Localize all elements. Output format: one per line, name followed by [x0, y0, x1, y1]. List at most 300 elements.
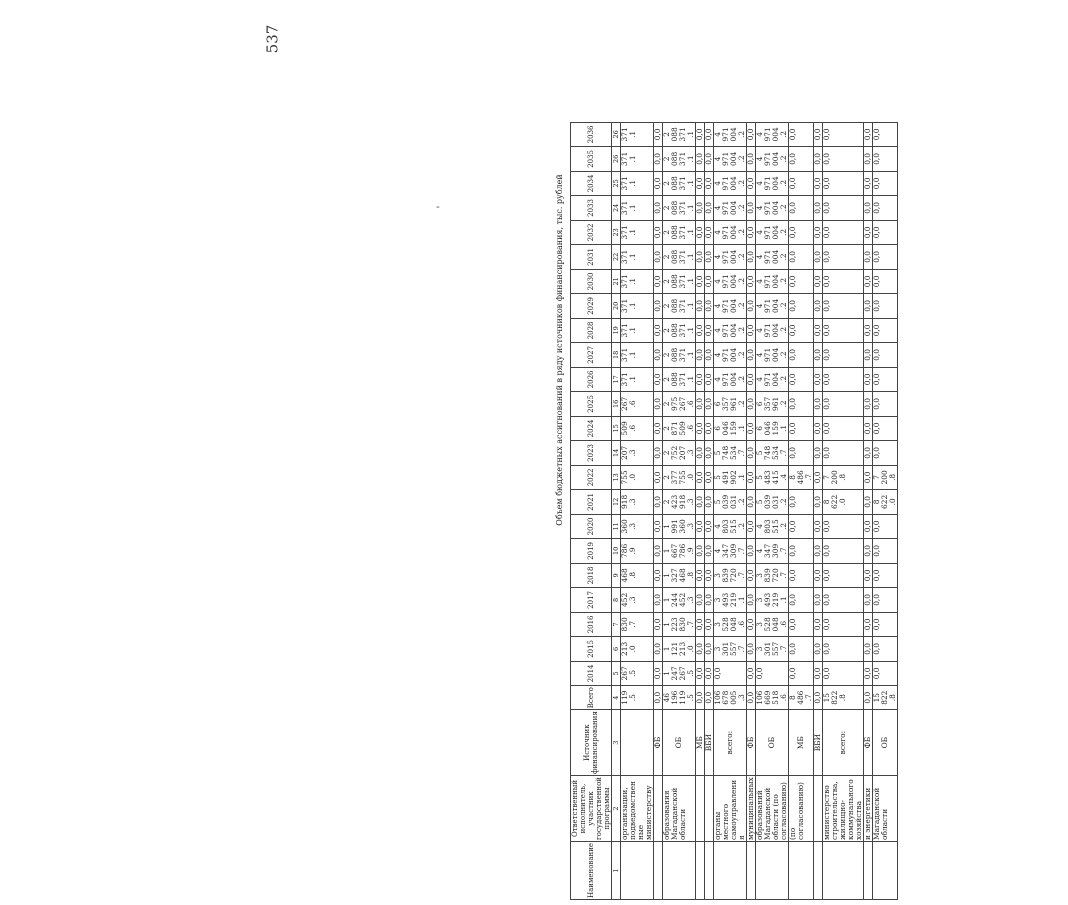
- row-value: 0,0: [814, 637, 823, 662]
- row-value: 0,0: [654, 196, 663, 221]
- row-value: 0,0: [873, 661, 898, 686]
- row-value: 0,0: [864, 416, 873, 441]
- row-value: 0,0: [873, 588, 898, 613]
- row-value: 371 .1: [621, 147, 654, 172]
- row-value: 0,0: [864, 196, 873, 221]
- row-value: 2 088 371 .1: [663, 318, 696, 343]
- row-value: 0,0: [654, 465, 663, 490]
- table-row: [705, 122, 714, 899]
- row-value: 0,0: [823, 294, 864, 319]
- row-value: 918 .3: [621, 490, 654, 515]
- row-value: 0,0: [705, 563, 714, 588]
- row-value: 0,0: [873, 539, 898, 564]
- table-row: [747, 122, 756, 899]
- column-number: 11: [612, 514, 621, 539]
- row-value: 5 483 415 .4: [756, 465, 789, 490]
- row-value: 4 971 004 .2: [756, 269, 789, 294]
- row-value: 371 .1: [621, 343, 654, 368]
- row-value: 0,0: [705, 514, 714, 539]
- row-value: 7 200 .8: [873, 465, 898, 490]
- row-value: 8 622 .0: [823, 490, 864, 515]
- row-value: 0,0: [873, 245, 898, 270]
- row-value: 2 088 371 .1: [663, 367, 696, 392]
- row-value: 0,0: [789, 294, 814, 319]
- row-value: 0,0: [654, 147, 663, 172]
- column-number: 9: [612, 563, 621, 588]
- column-number: 25: [612, 171, 621, 196]
- row-value: 0,0: [864, 661, 873, 686]
- row-value: 0,0: [714, 661, 747, 686]
- row-value: 1 121 213 .0: [663, 637, 696, 662]
- row-name: [705, 842, 714, 900]
- row-source: ФБ: [864, 710, 873, 776]
- row-value: 0,0: [789, 661, 814, 686]
- row-value: 0,0: [823, 612, 864, 637]
- row-source: ФБ: [747, 710, 756, 776]
- row-value: 0,0: [696, 416, 705, 441]
- column-number: 1: [612, 842, 621, 900]
- row-value: 0,0: [864, 122, 873, 147]
- row-name: [864, 842, 873, 900]
- row-value: 0,0: [814, 416, 823, 441]
- row-value: 0,0: [823, 318, 864, 343]
- row-value: 2 088 371 .1: [663, 196, 696, 221]
- row-value: 0,0: [705, 245, 714, 270]
- row-value: 15 822 .8: [823, 686, 864, 710]
- row-value: 2 088 371 .1: [663, 269, 696, 294]
- row-value: 4 971 004 .2: [756, 294, 789, 319]
- column-number: 7: [612, 612, 621, 637]
- row-value: 0,0: [705, 122, 714, 147]
- row-value: 0,0: [705, 465, 714, 490]
- row-source: ОБ: [756, 710, 789, 776]
- row-value: 0,0: [696, 612, 705, 637]
- header-year: 2018: [571, 563, 612, 588]
- row-value: 0,0: [747, 465, 756, 490]
- header-year: 2022: [571, 465, 612, 490]
- row-name: [756, 842, 789, 900]
- row-value: 468 .8: [621, 563, 654, 588]
- row-value: 0,0: [705, 294, 714, 319]
- row-value: 0,0: [864, 490, 873, 515]
- row-value: 0,0: [696, 539, 705, 564]
- row-name: [663, 842, 696, 900]
- row-value: 0,0: [789, 318, 814, 343]
- column-number: 18: [612, 343, 621, 368]
- row-value: 0,0: [654, 220, 663, 245]
- row-value: 0,0: [823, 343, 864, 368]
- row-value: 0,0: [705, 318, 714, 343]
- row-value: 2 871 509 .6: [663, 416, 696, 441]
- row-value: 4 971 004 .2: [756, 343, 789, 368]
- row-value: 0,0: [705, 343, 714, 368]
- row-value: 6 357 961 .2: [714, 392, 747, 417]
- row-value: 0,0: [705, 171, 714, 196]
- row-value: 0,0: [873, 318, 898, 343]
- row-value: 0,0: [789, 220, 814, 245]
- row-value: 3 301 557 .7: [756, 637, 789, 662]
- header-year: 2023: [571, 441, 612, 466]
- row-value: 0,0: [747, 220, 756, 245]
- row-value: 4 971 004 .2: [714, 196, 747, 221]
- row-source: ВБИ: [814, 710, 823, 776]
- column-number: 20: [612, 294, 621, 319]
- row-value: 0,0: [873, 294, 898, 319]
- row-value: 119 .5: [621, 686, 654, 710]
- row-value: 0,0: [705, 416, 714, 441]
- header-year: 2028: [571, 318, 612, 343]
- row-value: 0,0: [696, 588, 705, 613]
- header-year: 2020: [571, 514, 612, 539]
- row-value: 3 839 720 .7: [756, 563, 789, 588]
- row-executor: органы местного самоуправления: [714, 776, 747, 842]
- row-value: 371 .1: [621, 220, 654, 245]
- row-value: 0,0: [864, 588, 873, 613]
- row-name: [814, 842, 823, 900]
- row-value: 0,0: [814, 392, 823, 417]
- row-value: 0,0: [823, 637, 864, 662]
- row-value: 3 528 048 .6: [756, 612, 789, 637]
- row-value: 0,0: [747, 318, 756, 343]
- row-value: 4 971 004 .2: [714, 294, 747, 319]
- row-value: 0,0: [747, 661, 756, 686]
- row-name: [654, 842, 663, 900]
- row-value: 0,0: [654, 245, 663, 270]
- row-value: 0,0: [873, 637, 898, 662]
- row-value: 371 .1: [621, 245, 654, 270]
- row-value: 4 803 515 .2: [756, 514, 789, 539]
- row-value: 2 377 755 .0: [663, 465, 696, 490]
- row-value: 0,0: [823, 220, 864, 245]
- row-value: 0,0: [864, 245, 873, 270]
- row-name: [873, 842, 898, 900]
- row-value: 4 347 309 .7: [756, 539, 789, 564]
- row-executor: министерство строительства, жилищно-коммунального хозяйства: [823, 776, 864, 842]
- row-value: 0,0: [789, 612, 814, 637]
- row-value: 0,0: [823, 661, 864, 686]
- header-year: 2019: [571, 539, 612, 564]
- row-value: 0,0: [814, 686, 823, 710]
- table-row: [714, 122, 747, 899]
- row-value: 0,0: [654, 686, 663, 710]
- row-value: 0,0: [864, 612, 873, 637]
- row-value: 0,0: [705, 637, 714, 662]
- row-value: 0,0: [696, 220, 705, 245]
- row-value: 0,0: [705, 196, 714, 221]
- header-source: Источник финансирования: [571, 710, 612, 776]
- row-value: 0,0: [864, 220, 873, 245]
- column-number: 23: [612, 220, 621, 245]
- row-value: 0,0: [705, 392, 714, 417]
- row-value: 0,0: [654, 392, 663, 417]
- row-value: 0,0: [654, 343, 663, 368]
- row-value: 3 301 557 .7: [714, 637, 747, 662]
- row-value: 0,0: [747, 539, 756, 564]
- row-value: 0,0: [747, 490, 756, 515]
- row-value: 0,0: [789, 563, 814, 588]
- row-value: 0,0: [654, 637, 663, 662]
- row-executor: [696, 776, 705, 842]
- row-value: 0,0: [789, 637, 814, 662]
- column-number: 19: [612, 318, 621, 343]
- row-value: 0,0: [864, 269, 873, 294]
- row-value: 106 669 518 .6: [756, 686, 789, 710]
- row-value: 5 039 031 .2: [756, 490, 789, 515]
- row-value: 4 971 004 .2: [714, 147, 747, 172]
- row-value: 4 971 004 .2: [756, 147, 789, 172]
- row-value: 0,0: [864, 686, 873, 710]
- row-value: 0,0: [864, 367, 873, 392]
- row-value: 0,0: [696, 367, 705, 392]
- table-header-row: [571, 122, 612, 899]
- row-value: 0,0: [696, 318, 705, 343]
- row-value: 0,0: [823, 539, 864, 564]
- row-value: 0,0: [789, 367, 814, 392]
- table-row: [663, 122, 696, 899]
- row-value: 0,0: [864, 318, 873, 343]
- row-value: 4 971 004 .2: [714, 269, 747, 294]
- funding-header: Объем бюджетных ассигнований в ряду источников финансирования, тыс. рублей: [554, 174, 564, 526]
- row-source: МБ: [696, 710, 705, 776]
- row-value: 0,0: [814, 147, 823, 172]
- row-value: 4 971 004 .2: [714, 171, 747, 196]
- table-row: [621, 122, 654, 899]
- column-number: 26: [612, 147, 621, 172]
- row-value: 0,0: [696, 343, 705, 368]
- row-value: 0,0: [814, 612, 823, 637]
- row-value: 0,0: [864, 343, 873, 368]
- row-value: 4 971 004 .2: [714, 343, 747, 368]
- column-number: 6: [612, 637, 621, 662]
- row-value: 0,0: [747, 171, 756, 196]
- row-value: 371 .1: [621, 122, 654, 147]
- row-source: всего:: [714, 710, 747, 776]
- row-value: 371 .1: [621, 196, 654, 221]
- row-value: 0,0: [789, 269, 814, 294]
- table-row: [756, 122, 789, 899]
- row-value: 0,0: [654, 318, 663, 343]
- row-value: 0,0: [654, 122, 663, 147]
- row-value: 4 971 004 .2: [756, 171, 789, 196]
- column-number: 3: [612, 710, 621, 776]
- row-value: 830 .7: [621, 612, 654, 637]
- row-value: 0,0: [864, 637, 873, 662]
- row-value: 0,0: [823, 196, 864, 221]
- column-number: 26: [612, 122, 621, 147]
- row-value: 0,0: [654, 441, 663, 466]
- row-value: 0,0: [814, 171, 823, 196]
- row-source: ОБ: [663, 710, 696, 776]
- row-value: 0,0: [705, 588, 714, 613]
- row-value: 8 486 .7: [789, 465, 814, 490]
- row-value: 0,0: [873, 367, 898, 392]
- row-value: 0,0: [823, 416, 864, 441]
- row-value: 0,0: [654, 563, 663, 588]
- row-value: 0,0: [873, 612, 898, 637]
- row-value: 8 622 .0: [873, 490, 898, 515]
- row-name: [747, 842, 756, 900]
- row-value: 0,0: [789, 514, 814, 539]
- row-source: [621, 710, 654, 776]
- row-value: 2 752 207 .3: [663, 441, 696, 466]
- column-number: 5: [612, 661, 621, 686]
- row-value: 371 .1: [621, 318, 654, 343]
- header-year: 2035: [571, 147, 612, 172]
- row-value: 0,0: [747, 196, 756, 221]
- row-value: 3 493 219 .1: [714, 588, 747, 613]
- column-number: 14: [612, 441, 621, 466]
- row-value: 0,0: [864, 465, 873, 490]
- table-row: [814, 122, 823, 899]
- row-value: 0,0: [747, 392, 756, 417]
- row-value: 786 .9: [621, 539, 654, 564]
- column-number: 21: [612, 269, 621, 294]
- row-value: 0,0: [789, 196, 814, 221]
- row-value: 7 200 .8: [823, 465, 864, 490]
- page-number: 537: [263, 24, 282, 54]
- row-name: [696, 842, 705, 900]
- table-row: [864, 122, 873, 899]
- row-value: 0,0: [864, 171, 873, 196]
- row-value: 2 088 371 .1: [663, 220, 696, 245]
- row-value: 0,0: [747, 269, 756, 294]
- row-value: 0,0: [747, 294, 756, 319]
- row-value: 0,0: [873, 514, 898, 539]
- row-source: ОБ: [873, 710, 898, 776]
- row-name: [714, 842, 747, 900]
- row-value: 0,0: [814, 294, 823, 319]
- row-value: 207 .3: [621, 441, 654, 466]
- row-value: 0,0: [814, 563, 823, 588]
- row-value: 0,0: [814, 441, 823, 466]
- row-value: 0,0: [873, 416, 898, 441]
- row-value: 4 803 515 .2: [714, 514, 747, 539]
- row-name: [621, 842, 654, 900]
- row-value: 0,0: [814, 539, 823, 564]
- row-value: 0,0: [873, 269, 898, 294]
- row-value: 0,0: [814, 318, 823, 343]
- row-value: 6 046 159 .1: [714, 416, 747, 441]
- row-value: 0,0: [873, 441, 898, 466]
- row-value: 2 423 918 .3: [663, 490, 696, 515]
- row-value: 5 039 031 .2: [714, 490, 747, 515]
- row-source: МБ: [789, 710, 814, 776]
- row-value: 0,0: [747, 367, 756, 392]
- row-value: 4 971 004 .2: [756, 318, 789, 343]
- header-year: 2024: [571, 416, 612, 441]
- row-value: 0,0: [705, 147, 714, 172]
- row-value: 15 822 .8: [873, 686, 898, 710]
- row-value: 2 088 371 .1: [663, 343, 696, 368]
- row-value: 0,0: [789, 588, 814, 613]
- row-value: 0,0: [705, 612, 714, 637]
- row-value: 0,0: [864, 392, 873, 417]
- row-value: 0,0: [696, 637, 705, 662]
- header-year: 2017: [571, 588, 612, 613]
- header-year: 2033: [571, 196, 612, 221]
- header-year: 2015: [571, 637, 612, 662]
- row-value: 0,0: [747, 147, 756, 172]
- row-value: 0,0: [696, 686, 705, 710]
- row-value: 0,0: [864, 514, 873, 539]
- row-value: 0,0: [823, 147, 864, 172]
- row-value: 0,0: [814, 661, 823, 686]
- row-value: 0,0: [873, 343, 898, 368]
- row-value: 0,0: [823, 367, 864, 392]
- row-value: 371 .1: [621, 171, 654, 196]
- row-value: 0,0: [654, 171, 663, 196]
- row-value: 0,0: [747, 122, 756, 147]
- row-executor: муниципальных: [746, 777, 755, 840]
- row-value: 0,0: [747, 441, 756, 466]
- row-value: 3 839 720 .7: [714, 563, 747, 588]
- row-value: 0,0: [823, 441, 864, 466]
- column-number: 2: [612, 776, 621, 842]
- row-value: 371 .1: [621, 294, 654, 319]
- row-source: ФБ: [654, 710, 663, 776]
- row-value: 1 223 830 .7: [663, 612, 696, 637]
- table-row: [823, 122, 864, 899]
- row-value: 0,0: [747, 588, 756, 613]
- row-value: 0,0: [654, 661, 663, 686]
- row-value: 6 046 159 .1: [756, 416, 789, 441]
- row-value: 1 327 468 .8: [663, 563, 696, 588]
- rotated-funding-table: [548, 0, 1068, 900]
- row-value: 2 088 371 .1: [663, 122, 696, 147]
- row-value: 4 971 004 .2: [756, 367, 789, 392]
- row-value: 0,0: [789, 122, 814, 147]
- row-value: 0,0: [873, 220, 898, 245]
- row-value: 0,0: [654, 269, 663, 294]
- row-value: 0,0: [696, 196, 705, 221]
- row-value: 1 247 267 .5: [663, 661, 696, 686]
- row-value: 0,0: [747, 563, 756, 588]
- row-value: 3 493 219 .1: [756, 588, 789, 613]
- row-value: 0,0: [823, 563, 864, 588]
- row-value: 0,0: [696, 294, 705, 319]
- row-name: [823, 842, 864, 900]
- header-year: 2016: [571, 612, 612, 637]
- row-value: 0,0: [696, 245, 705, 270]
- header-year: 2027: [571, 343, 612, 368]
- row-value: 0,0: [814, 465, 823, 490]
- row-value: 2 088 371 .1: [663, 147, 696, 172]
- row-value: 4 971 004 .2: [714, 122, 747, 147]
- row-value: 0,0: [696, 392, 705, 417]
- row-value: 2 088 371 .1: [663, 294, 696, 319]
- row-value: 0,0: [789, 490, 814, 515]
- row-value: 0,0: [814, 269, 823, 294]
- row-value: 0,0: [705, 269, 714, 294]
- row-value: 4 971 004 .2: [714, 245, 747, 270]
- row-value: 0,0: [654, 588, 663, 613]
- header-year: 2014: [571, 661, 612, 686]
- header-year: 2032: [571, 220, 612, 245]
- row-value: 4 971 004 .2: [714, 318, 747, 343]
- row-value: 46 196 119 .5: [663, 686, 696, 710]
- row-executor: организации, подведомственные министерству: [621, 776, 654, 842]
- row-value: 0,0: [814, 245, 823, 270]
- row-executor: образований Магаданской области (по согласованию): [756, 776, 789, 842]
- row-value: 0,0: [789, 416, 814, 441]
- row-value: 4 971 004 .2: [756, 220, 789, 245]
- row-source: ВБИ: [705, 710, 714, 776]
- row-value: 8 486 .7: [789, 686, 814, 710]
- column-number: 8: [612, 588, 621, 613]
- column-number: 15: [612, 416, 621, 441]
- row-value: 0,0: [789, 147, 814, 172]
- row-value: 0,0: [823, 245, 864, 270]
